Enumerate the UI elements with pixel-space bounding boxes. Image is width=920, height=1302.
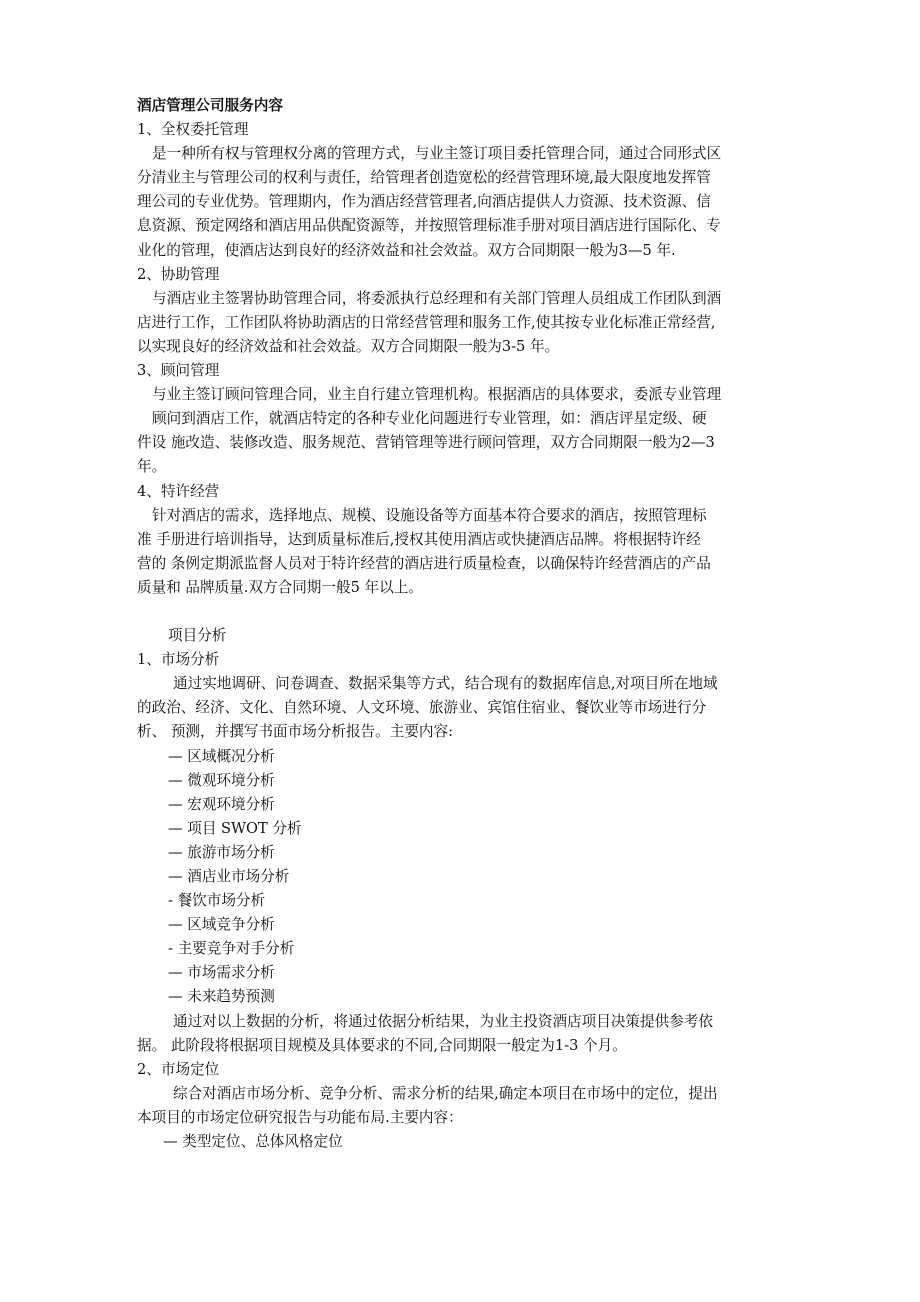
- paragraph-line: 与酒店业主签署协助管理合同，将委派执行总经理和有关部门管理人员组成工作团队到酒: [152, 289, 722, 307]
- summary-paragraph: [137, 1010, 797, 1058]
- section-heading: 1、全权委托管理: [137, 121, 249, 139]
- list-item: — 项目 SWOT 分析: [168, 819, 302, 837]
- paragraph-line: 息资源、预定网络和酒店用品供配资源等，并按照管理标准手册对项目酒店进行国际化、专: [137, 217, 721, 235]
- paragraph-line: 业化的管理，使酒店达到良好的经济效益和社会效益。双方合同期限一般为3—5 年.: [137, 241, 676, 259]
- paragraph-line: 综合对酒店市场分析、竞争分析、需求分析的结果,确定本项目在市场中的定位，提出: [173, 1084, 718, 1102]
- paragraph-line: 件设 施改造、装修改造、服务规范、营销管理等进行顾问管理，双方合同期限一般为2—3: [137, 434, 715, 452]
- section-paragraph: [137, 383, 797, 479]
- paragraph-line: 与业主签订顾问管理合同，业主自行建立管理机构。根据酒店的具体要求，委派专业管理: [152, 386, 722, 404]
- paragraph-line: 是一种所有权与管理权分离的管理方式，与业主签订项目委托管理合同，通过合同形式区: [152, 145, 722, 163]
- content-list: [137, 1130, 797, 1154]
- paragraph-line: 以实现良好的经济效益和社会效益。双方合同期限一般为3-5 年。: [137, 337, 560, 355]
- paragraph-line: 质量和 品牌质量.双方合同期一般5 年以上。: [137, 578, 423, 596]
- paragraph-line: 分清业主与管理公司的权利与责任，给管理者创造宽松的经营管理环境,最大限度地发挥管: [137, 169, 711, 187]
- analysis-title: 项目分析: [168, 627, 227, 645]
- list-item: - 主要竞争对手分析: [168, 940, 295, 958]
- blank-line: [137, 600, 797, 624]
- paragraph-line: 店进行工作，工作团队将协助酒店的日常经营管理和服务工作,使其按专业化标准正常经营,: [137, 313, 716, 331]
- section-paragraph: [137, 504, 797, 600]
- list-item: — 酒店业市场分析: [168, 868, 290, 885]
- list-item: - 餐饮市场分析: [168, 892, 266, 910]
- paragraph-line: 准 手册进行培训指导，达到质量标准后,授权其使用酒店或快捷酒店品牌。将根据特许经: [137, 530, 701, 548]
- section-paragraph: [137, 1082, 797, 1130]
- paragraph-line: 本项目的市场定位研究报告与功能布局.主要内容：: [137, 1108, 463, 1126]
- paragraph-line: 理公司的专业优势。管理期内，作为酒店经营管理者,向酒店提供人力资源、技术资源、信: [137, 193, 711, 211]
- section-paragraph: [137, 287, 797, 359]
- section-heading: 2、协助管理: [137, 265, 220, 283]
- section-heading: 4、特许经营: [137, 482, 220, 500]
- paragraph-line: 据。 此阶段将根据项目规模及具体要求的不同,合同期限一般定为1-3 个月。: [137, 1036, 627, 1054]
- section-heading: 1、市场分析: [137, 651, 220, 669]
- list-item: — 类型定位、总体风格定位: [163, 1133, 343, 1151]
- section-paragraph: [137, 142, 797, 262]
- list-item: — 市场需求分析: [168, 964, 275, 982]
- section-paragraph: [137, 672, 797, 744]
- paragraph-line: 析、 预测，并撰写书面市场分析报告。主要内容:: [137, 723, 454, 741]
- paragraph-line: 顾问到酒店工作，就酒店特定的各种专业化问题进行专业管理，如：酒店评星定级、硬: [152, 410, 707, 428]
- paragraph-line: 年。: [137, 458, 167, 476]
- list-item: — 区域概况分析: [168, 747, 275, 765]
- list-item: — 微观环境分析: [168, 771, 275, 789]
- list-item: — 宏观环境分析: [168, 795, 275, 813]
- paragraph-line: 针对酒店的需求，选择地点、规模、设施设备等方面基本符合要求的酒店，按照管理标: [152, 506, 707, 524]
- paragraph-line: 营的 条例定期派监督人员对于特许经营的酒店进行质量检查，以确保特许经营酒店的产品: [137, 554, 711, 572]
- list-item: — 未来趋势预测: [168, 988, 275, 1006]
- document-title: 酒店管理公司服务内容: [137, 97, 283, 114]
- section-heading: 3、顾问管理: [137, 362, 220, 380]
- list-item: — 区域竞争分析: [168, 916, 275, 934]
- paragraph-line: 通过实地调研、问卷调查、数据采集等方式，结合现有的数据库信息,对项目所在地域: [173, 675, 718, 693]
- paragraph-line: 的政治、经济、文化、自然环境、人文环境、旅游业、宾馆住宿业、餐饮业等市场进行分: [137, 699, 707, 717]
- section-heading: 2、市场定位: [137, 1060, 220, 1078]
- content-list: [137, 745, 797, 1010]
- paragraph-line: 通过对以上数据的分析，将通过依据分析结果，为业主投资酒店项目决策提供参考依: [173, 1012, 713, 1030]
- list-item: — 旅游市场分析: [168, 843, 275, 861]
- document-page: [137, 94, 797, 1154]
